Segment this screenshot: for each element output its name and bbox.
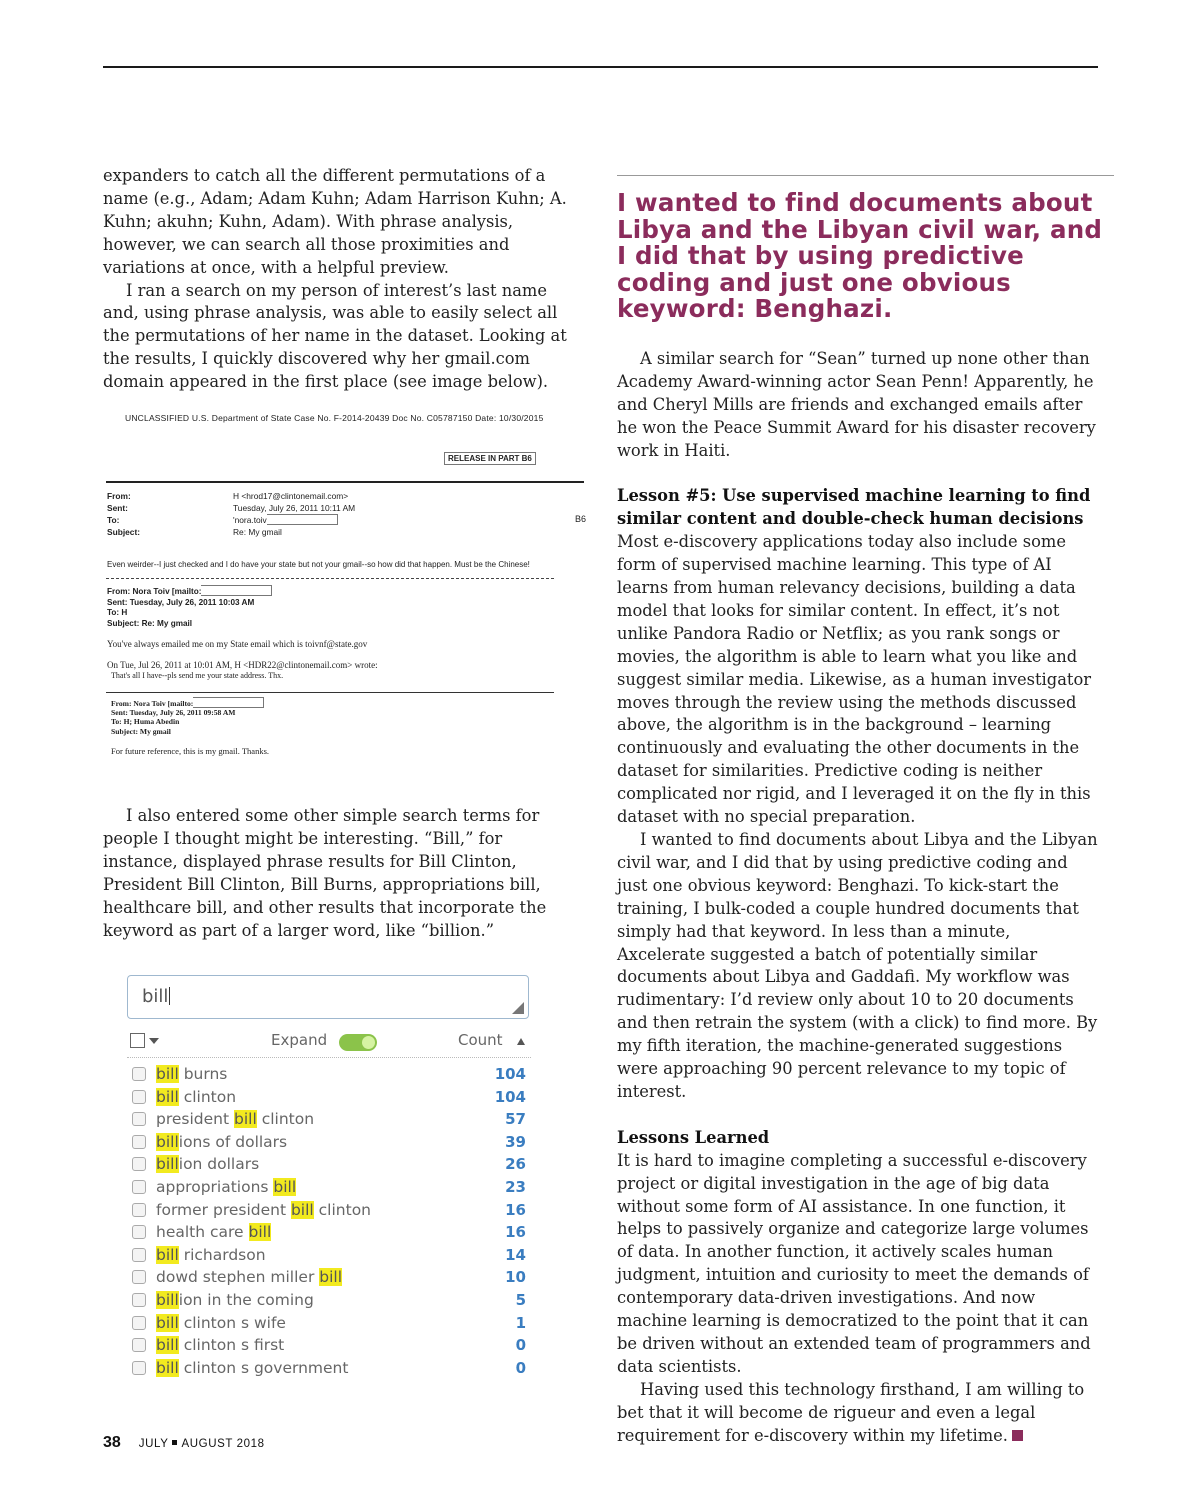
divider xyxy=(106,481,584,483)
result-checkbox[interactable] xyxy=(132,1225,146,1239)
expand-label: Expand xyxy=(271,1031,328,1049)
left-column xyxy=(103,165,581,394)
keyword-highlight: bill xyxy=(156,1290,179,1309)
result-phrase: dowd stephen miller bill xyxy=(156,1268,343,1287)
result-phrase: appropriations bill xyxy=(156,1177,297,1196)
result-count: 0 xyxy=(515,1336,526,1355)
page-number: 38 xyxy=(103,1434,121,1451)
sort-ascending-icon[interactable] xyxy=(517,1038,525,1045)
email-body: That's all I have--pls send me your state address. Thx. xyxy=(111,671,284,680)
results-toolbar xyxy=(127,1029,531,1053)
email-meta-1: From: H <hrod17@clintonemail.com> Sent: Tuesday, July 26, 2011 10:11 AM To: 'nora.toiv Subject: Re: My gmail xyxy=(107,491,356,537)
chevron-down-icon[interactable] xyxy=(149,1038,159,1044)
phrase-search-widget xyxy=(127,975,535,1387)
keyword-highlight: bill xyxy=(248,1223,272,1242)
page-footer xyxy=(103,1434,265,1452)
email-body: On Tue, Jul 26, 2011 at 10:01 AM, H <HDR22@clintonemail.com> wrote: xyxy=(107,660,378,670)
toggle-knob xyxy=(362,1036,375,1049)
result-checkbox[interactable] xyxy=(132,1293,146,1307)
right-column xyxy=(617,175,1114,323)
result-row[interactable] xyxy=(127,1244,531,1267)
end-mark-icon xyxy=(1012,1430,1023,1441)
result-checkbox[interactable] xyxy=(132,1157,146,1171)
keyword-highlight: bill xyxy=(156,1358,179,1377)
result-phrase: bill clinton s wife xyxy=(156,1313,286,1332)
result-checkbox[interactable] xyxy=(132,1180,146,1194)
issue-date: AUGUST 2018 xyxy=(181,1438,265,1450)
count-sort-header[interactable]: Count xyxy=(458,1031,503,1049)
result-row[interactable] xyxy=(127,1334,531,1357)
body-paragraph: A similar search for “Sean” turned up none other than Academy Award-winning actor Sean Penn! Apparently, he and Cheryl Mills are friends and exchanged emails after he won the Peace Summit Award for his disaster recovery work in Haiti. xyxy=(617,349,1096,460)
result-count: 26 xyxy=(505,1155,526,1174)
result-checkbox[interactable] xyxy=(132,1361,146,1375)
result-checkbox[interactable] xyxy=(132,1248,146,1262)
result-count: 104 xyxy=(494,1087,526,1106)
phrase-results-list xyxy=(127,1063,531,1379)
result-checkbox[interactable] xyxy=(132,1067,146,1081)
divider xyxy=(106,578,554,579)
keyword-highlight: bill xyxy=(156,1132,179,1151)
result-count: 1 xyxy=(515,1313,526,1332)
result-checkbox[interactable] xyxy=(132,1203,146,1217)
left-column-lower xyxy=(103,805,581,942)
closing-text: Having used this technology firsthand, I am willing to bet that it will become de rigueur and even a legal requirement for e-discovery within my lifetime. xyxy=(617,1379,1085,1445)
result-phrase: health care bill xyxy=(156,1223,272,1242)
result-phrase: president bill clinton xyxy=(156,1110,315,1129)
result-count: 16 xyxy=(505,1223,526,1242)
redaction-code: B6 xyxy=(575,514,587,524)
result-phrase: billions of dollars xyxy=(156,1132,288,1151)
search-query: bill xyxy=(142,986,169,1007)
result-row[interactable] xyxy=(127,1176,531,1199)
keyword-highlight: bill xyxy=(156,1155,179,1174)
result-count: 39 xyxy=(505,1132,526,1151)
result-row[interactable] xyxy=(127,1131,531,1154)
body-paragraph: I also entered some other simple search terms for people I thought might be interesting. “Bill,” for instance, displayed phrase results for Bill Clinton, President Bill Clinton, Bill Burns, appropriations bill, healthcare bill, and other results that incorporate the keyword as part of a larger word, like “billion.” xyxy=(103,806,547,940)
email-meta-3: From: Nora Toiv [mailto: Sent: Tuesday, July 26, 2011 09:58 AM To: H; Huma Abedin Subject: My gmail xyxy=(111,697,264,736)
divider xyxy=(127,1057,531,1058)
result-count: 14 xyxy=(505,1245,526,1264)
body-paragraph: I ran a search on my person of interest’s last name and, using phrase analysis, was able to easily select all the permutations of her name in the dataset. Looking at the results, I quickly discovered why her gmail.com domain appeared in the first place (see image below). xyxy=(103,280,567,392)
email-scan-image xyxy=(103,405,588,765)
result-phrase: bill clinton xyxy=(156,1087,237,1106)
keyword-highlight: bill xyxy=(273,1177,297,1196)
resize-grip-icon[interactable] xyxy=(512,1002,524,1014)
keyword-highlight: bill xyxy=(156,1336,179,1355)
email-meta-2: From: Nora Toiv [mailto: Sent: Tuesday, July 26, 2011 10:03 AM To: H Subject: Re: My gmail xyxy=(107,585,272,629)
email-body: For future reference, this is my gmail. Thanks. xyxy=(111,746,269,756)
body-paragraph: Most e-discovery applications today also include some form of supervised machine learning. This type of AI learns from human relevancy decisions, building a data model that looks for similar content. In effect, it’s not unlike Pandora Radio or Netflix; as you rank songs or movies, the algorithm is able to learn what you like and suggest similar media. Likewise, as a human investigator moves through the review using the methods discussed above, the algorithm is in the background – learning continuously and evaluating the other documents in the dataset for similarities. Predictive coding is neither complicated nor rigid, and I leveraged it on the fly in this dataset with no special preparation. xyxy=(617,532,1092,827)
result-row[interactable] xyxy=(127,1289,531,1312)
keyword-highlight: bill xyxy=(156,1065,179,1083)
result-phrase: former president bill clinton xyxy=(156,1200,372,1219)
result-phrase: bill burns xyxy=(156,1065,228,1083)
result-count: 0 xyxy=(515,1358,526,1377)
release-stamp: RELEASE IN PART B6 xyxy=(444,452,536,465)
result-phrase: bill richardson xyxy=(156,1245,266,1264)
email-body: Even weirder--I just checked and I do have your state but not your gmail--so how did that happen. Must be the Chinese! xyxy=(107,560,530,569)
result-row[interactable] xyxy=(127,1266,531,1289)
result-count: 23 xyxy=(505,1177,526,1196)
divider xyxy=(106,692,554,693)
select-all-checkbox[interactable] xyxy=(130,1033,145,1048)
body-paragraph xyxy=(617,1379,1099,1448)
result-count: 57 xyxy=(505,1110,526,1129)
right-column-body xyxy=(617,348,1099,1447)
section-heading: Lessons Learned xyxy=(617,1127,770,1147)
result-row[interactable] xyxy=(127,1063,531,1086)
text-caret xyxy=(169,987,170,1005)
result-phrase: bill clinton s first xyxy=(156,1336,285,1355)
body-paragraph: It is hard to imagine completing a successful e-discovery project or digital investigation in the age of big data without some form of AI assistance. In one function, it helps to passively organize and categorize large volumes of data. In another function, it actively scales human judgment, intuition and curiosity to meet the demands of contemporary data-driven investigations. And now machine learning is democratized to the point that it can be driven without an extended team of programmers and data scientists. xyxy=(617,1150,1091,1376)
search-input[interactable] xyxy=(127,975,529,1019)
body-paragraph: I wanted to find documents about Libya and the Libyan civil war, and I did that by using predictive coding and just one obvious keyword: Benghazi. To kick-start the training, I bulk-coded a couple hundred documents that simply had that keyword. In less than a minute, Axcelerate suggested a batch of potentially similar documents about Libya and Gaddafi. My workflow was rudimentary: I’d review only about 10 to 20 documents and then retrain the system (with a click) to find more. By my fifth iteration, the machine-generated suggestions were approaching 90 percent relevance to my topic of interest. xyxy=(617,830,1098,1101)
result-checkbox[interactable] xyxy=(132,1316,146,1330)
result-row[interactable] xyxy=(127,1108,531,1131)
keyword-highlight: bill xyxy=(234,1110,257,1129)
result-checkbox[interactable] xyxy=(132,1338,146,1352)
document-header: UNCLASSIFIED U.S. Department of State Case No. F-2014-20439 Doc No. C05787150 Date: 10/30/2015 xyxy=(125,413,544,423)
result-checkbox[interactable] xyxy=(132,1112,146,1126)
top-rule xyxy=(103,66,1098,68)
separator-square-icon xyxy=(172,1440,177,1445)
result-row[interactable] xyxy=(127,1086,531,1109)
result-phrase: billion dollars xyxy=(156,1155,260,1174)
section-heading: Lesson #5: Use supervised machine learning to find similar content and double-check human decisions xyxy=(617,486,1091,529)
keyword-highlight: bill xyxy=(290,1200,314,1219)
issue-month: JULY xyxy=(138,1438,169,1450)
result-row[interactable] xyxy=(127,1221,531,1244)
keyword-highlight: bill xyxy=(156,1087,179,1106)
result-phrase: billion in the coming xyxy=(156,1290,314,1309)
keyword-highlight: bill xyxy=(156,1313,179,1332)
result-checkbox[interactable] xyxy=(132,1270,146,1284)
pull-quote: I wanted to find documents about Libya and the Libyan civil war, and I did that by using predictive coding and just one obvious keyword: Benghazi. xyxy=(617,188,1103,323)
body-paragraph: expanders to catch all the different permutations of a name (e.g., Adam; Adam Kuhn; Adam Harrison Kuhn; A. Kuhn; akuhn; Kuhn, Adam). With phrase analysis, however, we can search all those proximities and variations at once, with a helpful preview. xyxy=(103,166,567,277)
result-row[interactable] xyxy=(127,1153,531,1176)
pull-quote-rule xyxy=(617,175,1114,176)
result-count: 16 xyxy=(505,1200,526,1219)
result-row[interactable] xyxy=(127,1312,531,1335)
result-count: 104 xyxy=(494,1065,526,1083)
result-phrase: bill clinton s government xyxy=(156,1358,349,1377)
result-row[interactable] xyxy=(127,1357,531,1380)
expand-toggle[interactable] xyxy=(339,1034,377,1051)
keyword-highlight: bill xyxy=(156,1245,179,1264)
result-checkbox[interactable] xyxy=(132,1090,146,1104)
result-row[interactable] xyxy=(127,1199,531,1222)
result-count: 10 xyxy=(505,1268,526,1287)
result-count: 5 xyxy=(515,1290,526,1309)
email-body: You've always emailed me on my State email which is toivnf@state.gov xyxy=(107,639,368,649)
result-checkbox[interactable] xyxy=(132,1135,146,1149)
keyword-highlight: bill xyxy=(319,1268,343,1287)
